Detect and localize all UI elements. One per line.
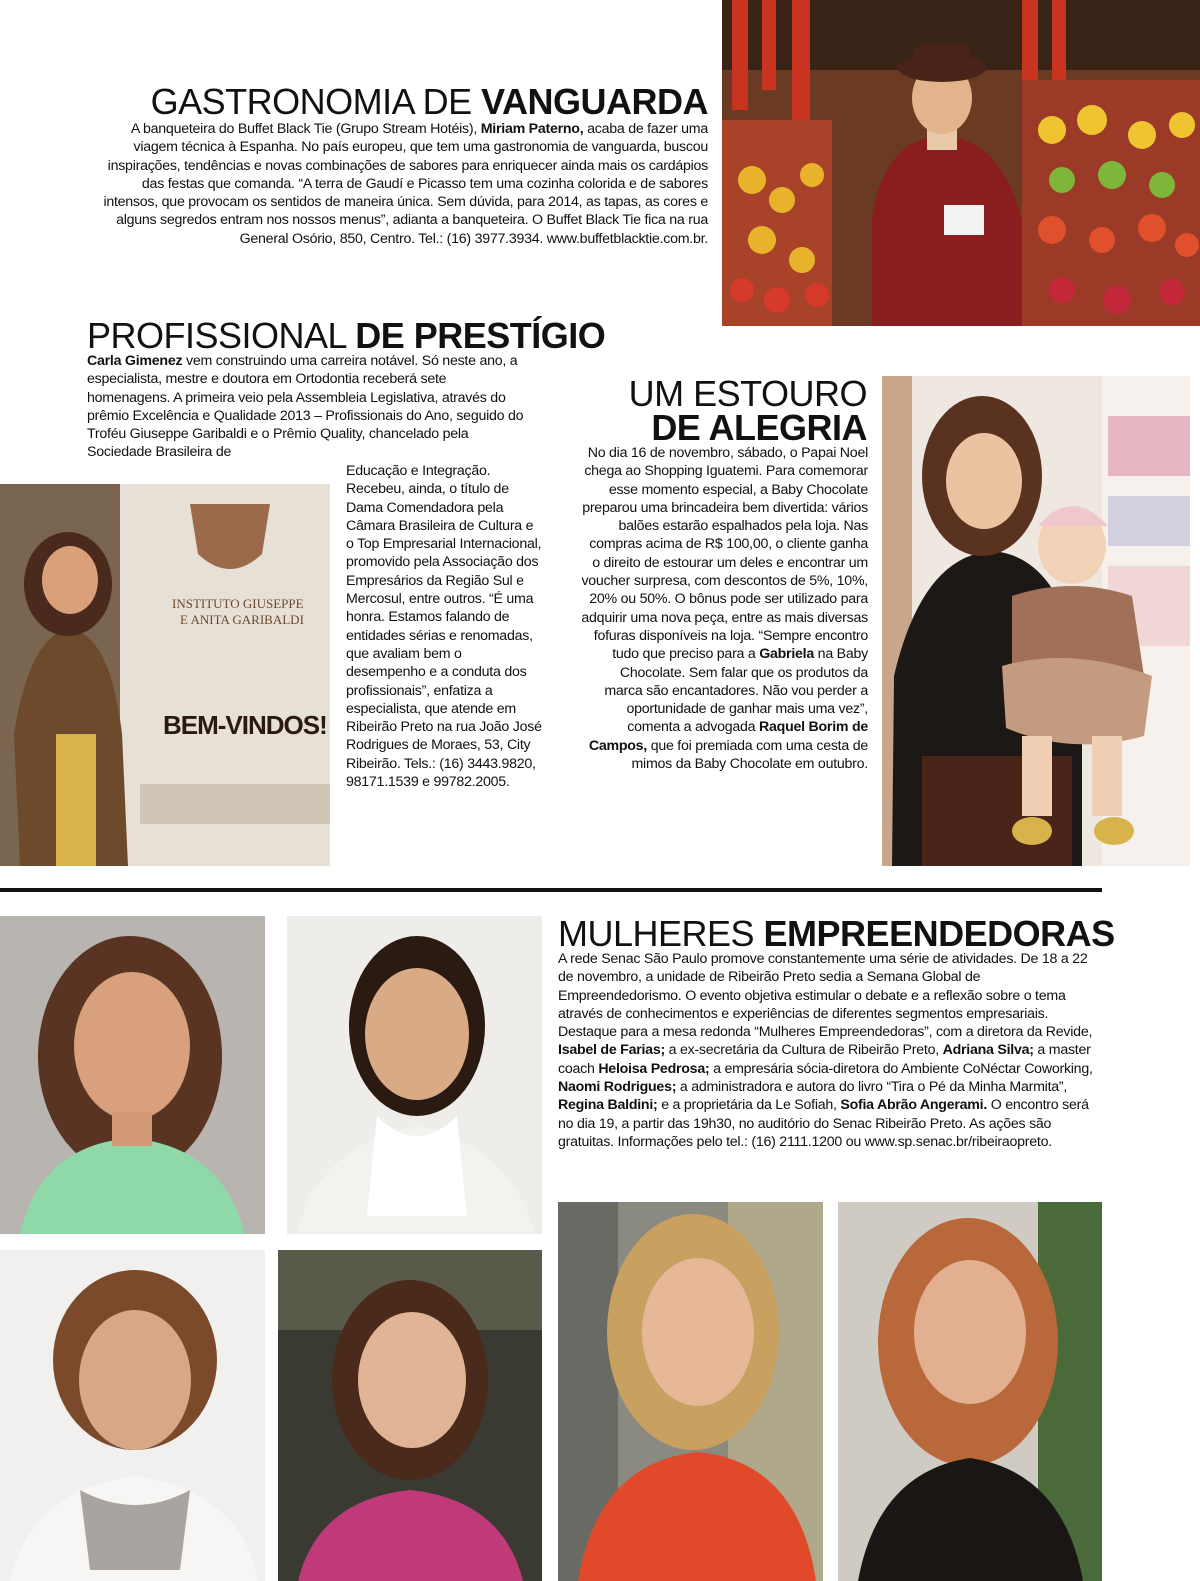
profissional-headline: [87, 315, 606, 356]
profissional-body-top: [87, 352, 527, 462]
estouro-text-3: que foi premiada com uma cesta de mimos da Baby Chocolate em outubro.: [631, 737, 868, 773]
mulheres-name-sofia: Sofia Abrão Angerami.: [840, 1097, 988, 1114]
gastronomia-headline: [150, 81, 708, 122]
mulheres-body: [558, 950, 1100, 1151]
mulheres-name-adriana: Adriana Silva;: [942, 1042, 1034, 1059]
gastronomia-headline-light: GASTRONOMIA DE: [150, 81, 482, 122]
portrait-woman-5: [558, 1202, 823, 1581]
sign-institute-line2: E ANITA GARIBALDI: [180, 612, 304, 627]
gastronomia-headline-bold: VANGUARDA: [481, 81, 708, 122]
profissional-name: Carla Gimenez: [87, 353, 183, 369]
estouro-text-1: No dia 16 de novembro, sábado, o Papai Noel chega ao Shopping Iguatemi. Para comemorar esse momento especial, a Baby Chocolate preparou uma brincadeira bem divertida: vários balões estarão espalhados pela loja. Nas compras acima de R$ 100,00, o cliente ganha o direito de estourar um deles e encontrar um voucher surpresa, com descontos de 5%, 10%, 20% ou 50%. O bônus pode ser utilizado para adquirir uma nova peça, entre as mais diversas fofuras disponíveis na loja. “Sempre encontro tudo que preciso para a: [581, 445, 868, 663]
portrait-woman-4: [278, 1250, 542, 1581]
gastronomia-body: [86, 120, 708, 248]
mulheres-name-naomi: Naomi Rodrigues;: [558, 1079, 677, 1096]
portrait-woman-1: [0, 916, 265, 1234]
profissional-text-top: vem construindo uma carreira notável. Só neste ano, a especialista, mestre e doutora em Ortodontia receberá sete homenagens. A primeira veio pela Assembleia Legislativa, através do prêmio Excelência e Qualidade 2013 – Profissionais do Ano, seguido do Troféu Giuseppe Garibaldi e o Prêmio Quality, chancelado pela Sociedade Brasileira de: [87, 353, 524, 461]
mulheres-text-3: a master coach: [558, 1042, 1091, 1077]
portrait-woman-3: [0, 1250, 265, 1581]
mulheres-text-5: a administradora e autora do livro “Tira o Pé da Minha Marmita”,: [676, 1079, 1068, 1096]
mulheres-name-regina: Regina Baldini;: [558, 1097, 658, 1114]
estouro-name-gabriela: Gabriela: [759, 646, 814, 663]
mulheres-text-4: a empresária sócia-diretora do Ambiente CoNéctar Coworking,: [709, 1060, 1093, 1077]
mulheres-text-6: e a proprietária da Le Sofiah,: [657, 1097, 841, 1114]
mulheres-headline: [558, 913, 1115, 954]
mulheres-name-isabel: Isabel de Farias;: [558, 1042, 665, 1059]
estouro-text-2: na Baby Chocolate. Sem falar que os produtos da marca são encantadores. Não vou perder a oportunidade de ganhar mais uma vez”, comenta a advogada: [604, 646, 868, 736]
estouro-body: [580, 444, 868, 773]
sign-institute-line1: INSTITUTO GIUSEPPE: [172, 596, 304, 611]
estouro-headline-line2: DE ALEGRIA: [651, 407, 867, 448]
estouro-headline-line1: UM ESTOURO: [628, 373, 867, 414]
profissional-headline-bold: DE PRESTÍGIO: [355, 315, 606, 356]
market-stall-photo: [722, 0, 1200, 326]
profissional-text-column: Educação e Integração. Recebeu, ainda, o título de Dama Comendadora pela Câmara Brasileira de Cultura e o Top Empresarial Internacional, promovido pela Associação dos Empresários da Região Sul e Mercosul, entre outros. “É uma honra. Estamos falando de entidades sérias e renomadas, que avaliam bem o desempenho e a conduta dos profissionais”, enfatiza a especialista, que atende em Ribeirão Preto na rua João José Rodrigues de Moraes, 53, City Ribeirão. Tels.: (16) 3443.9820, 98171.1539 e 99782.2005.: [346, 463, 542, 791]
mulheres-headline-light: MULHERES: [558, 913, 764, 954]
estouro-name-raquel: Raquel Borim de Campos,: [588, 719, 868, 754]
profissional-headline-light: PROFISSIONAL: [87, 315, 356, 356]
profissional-body-column: [346, 462, 542, 791]
mulheres-text-2: a ex-secretária da Cultura de Ribeirão Preto,: [664, 1042, 943, 1059]
mulheres-text-1: A rede Senac São Paulo promove constantemente uma série de atividades. De 18 a 22 de novembro, a unidade de Ribeirão Preto sedia a Semana Global de Empreendedorismo. O evento objetiva estimular o debate e a reflexão sobre o tema através de conhecimentos e experiências de diferentes segmentos empresariais. Destaque para a mesa redonda “Mulheres Empreendedoras”, com a diretora da Revide,: [558, 951, 1093, 1041]
carla-gimenez-photo: [0, 484, 330, 866]
gastronomia-text-1: A banqueteira do Buffet Black Tie (Grupo Stream Hotéis),: [130, 121, 481, 137]
gastronomia-text-2: acaba de fazer uma viagem técnica à Espanha. No país europeu, que tem uma gastronomia de vanguarda, buscou inspirações, tendências e novas combinações de sabores para enriquecer ainda mais os cardápios das festas que comanda. “A terra de Gaudí e Picasso tem uma cozinha colorida e de sabores intensos, que provocam os sentidos de maneira única. Sem dúvida, para 2014, as tapas, as cores e alguns segredos entram nos nossos menus”, adianta a banqueteira. O Buffet Black Tie fica na rua General Osório, 850, Centro. Tel.: (16) 3977.3934. www.buffetblacktie.com.br.: [103, 121, 708, 247]
sign-welcome: BEM-VINDOS!: [163, 710, 327, 740]
portrait-woman-2: [287, 916, 542, 1234]
portrait-woman-6: [838, 1202, 1102, 1581]
mulheres-name-heloisa: Heloisa Pedrosa;: [598, 1060, 710, 1077]
gastronomia-name: Miriam Paterno,: [480, 121, 584, 137]
section-divider: [0, 888, 1102, 892]
mulheres-headline-bold: EMPREENDEDORAS: [763, 913, 1115, 954]
mulheres-text-7: O encontro será no dia 19, a partir das 19h30, no auditório do Senac Ribeirão Preto. As ações são gratuitas. Informações pelo tel.: (16) 2111.1200 ou www.sp.senac.br/ribeiraopreto.: [558, 1097, 1089, 1150]
mother-baby-photo: [882, 376, 1190, 866]
